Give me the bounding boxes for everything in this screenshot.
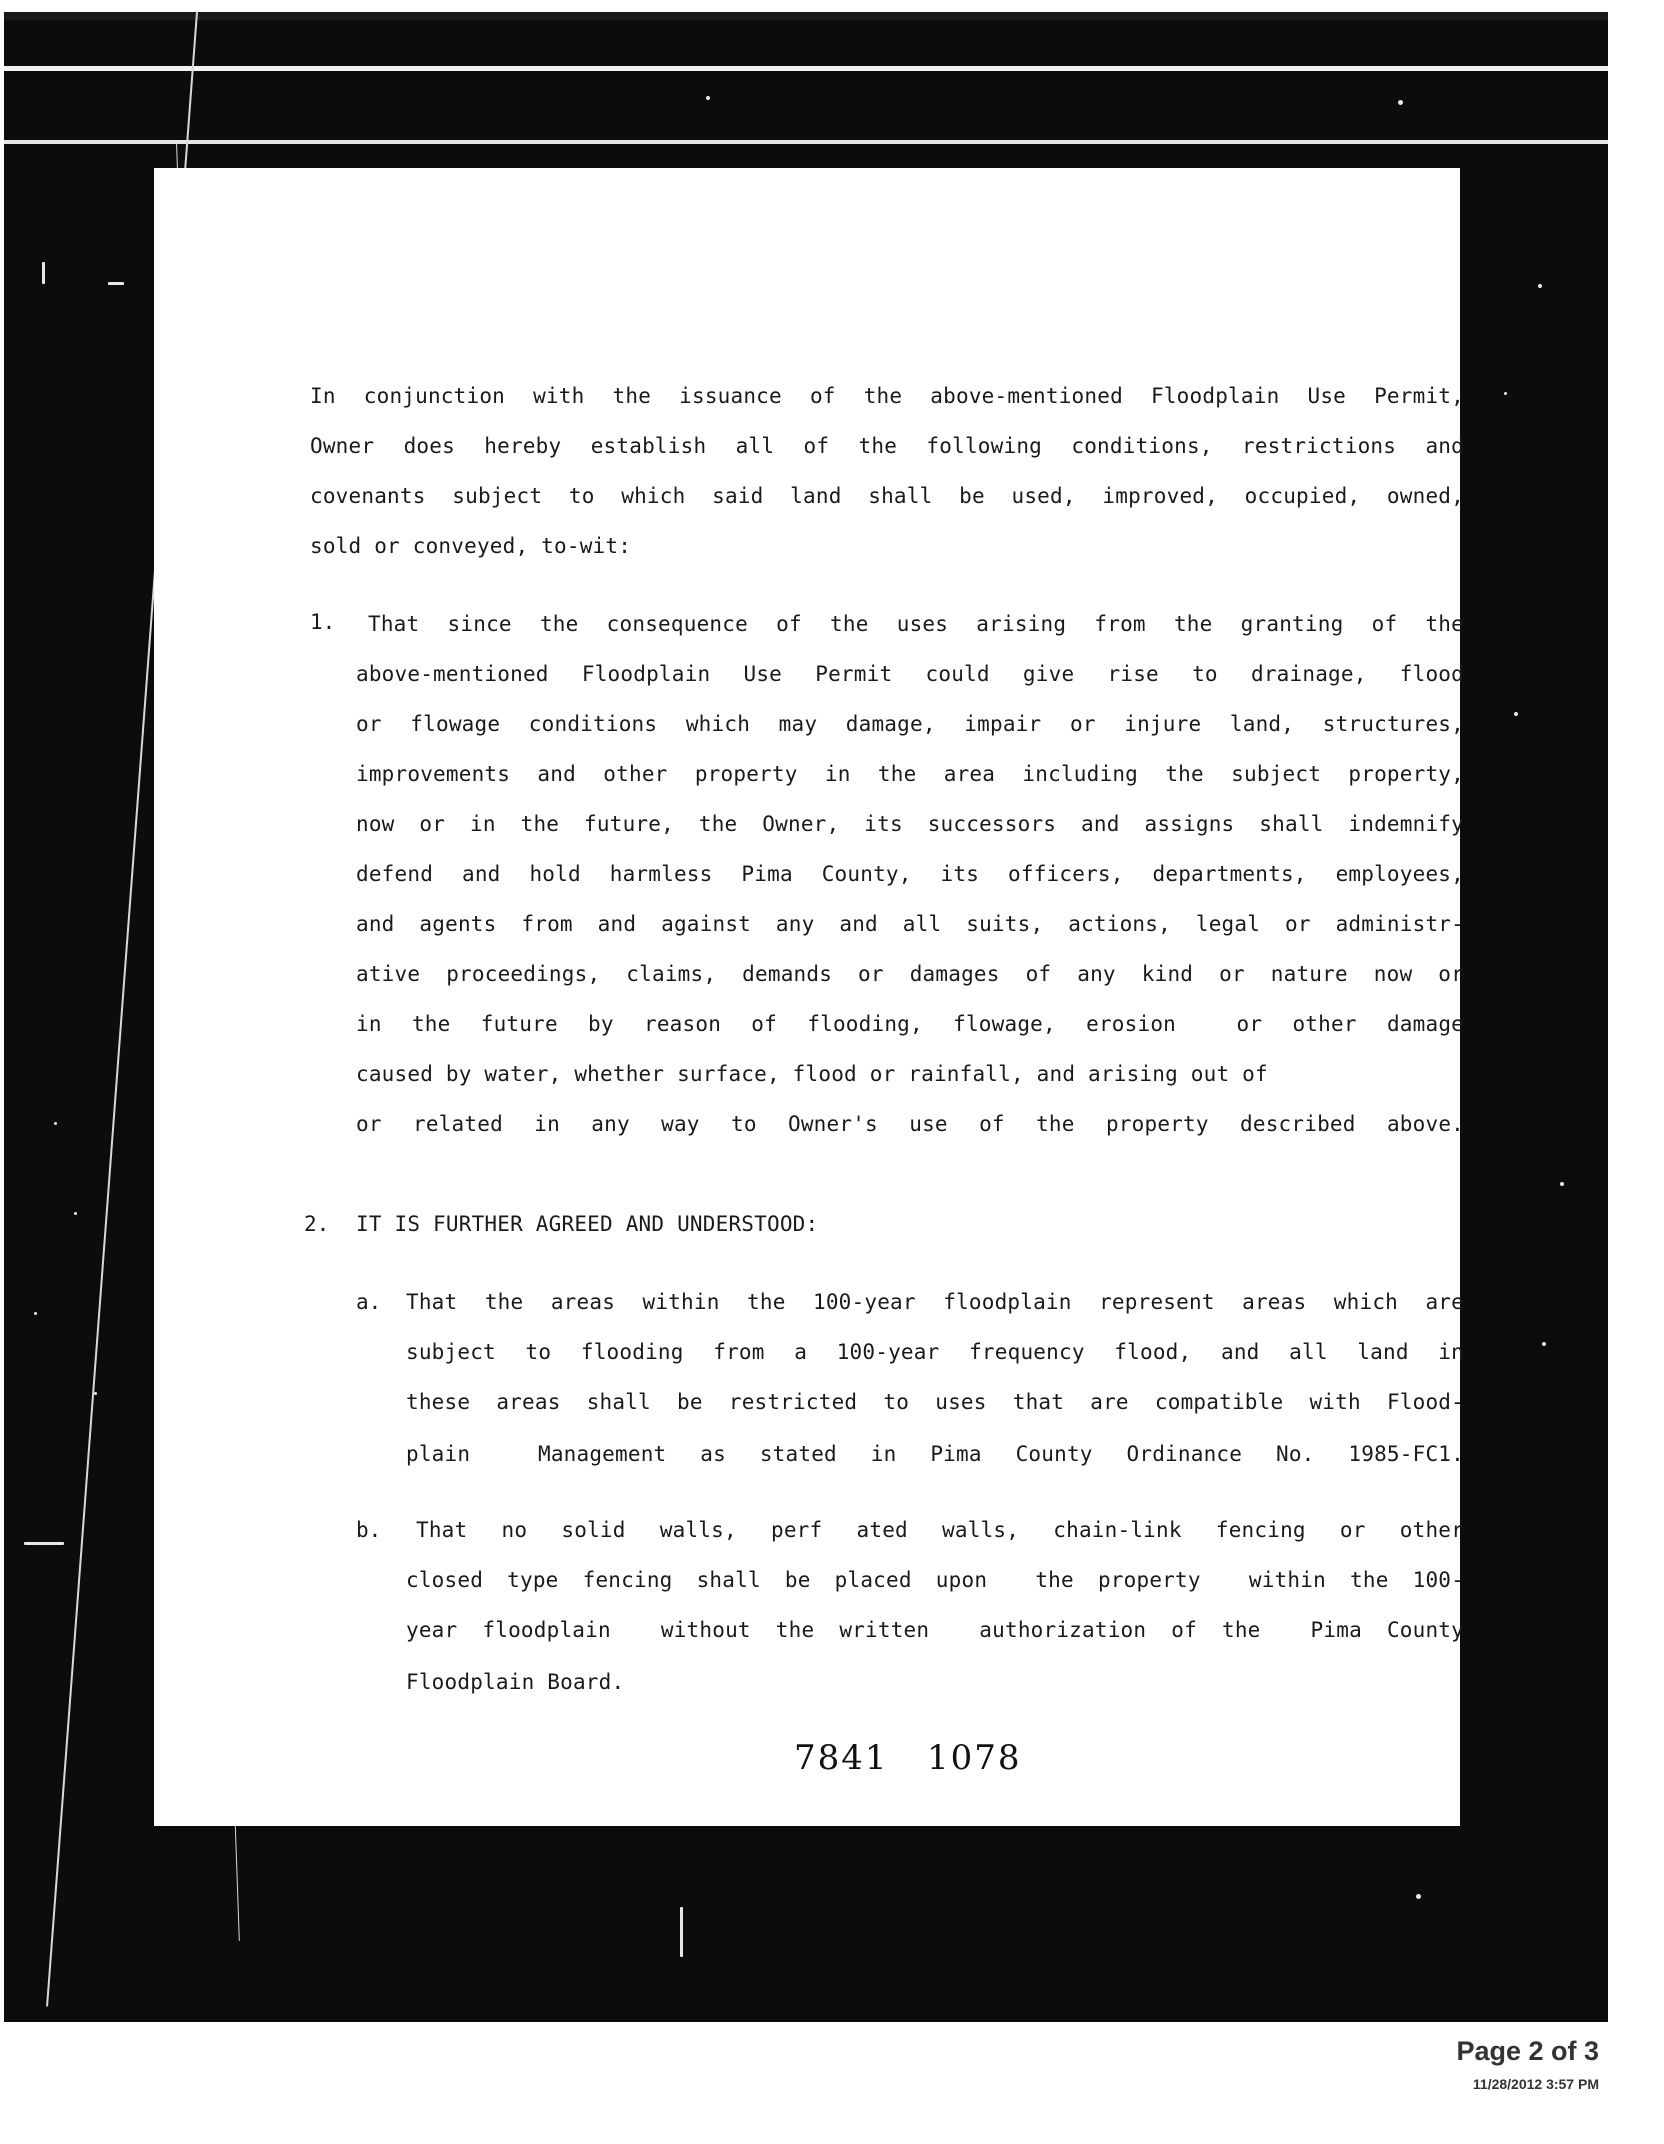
scan-speck	[94, 1392, 97, 1395]
scan-speck	[24, 1542, 64, 1545]
page-indicator: Page 2 of 3	[1456, 2036, 1599, 2066]
scan-light-band	[4, 66, 1608, 71]
item-2a-line: these areas shall be restricted to uses that are compatible with Flood-	[406, 1390, 1464, 1414]
item-2b-line: Floodplain Board.	[406, 1670, 625, 1694]
scan-speck	[1560, 1182, 1564, 1186]
scan-speck	[108, 282, 124, 285]
item-2a-marker: a.	[356, 1290, 382, 1314]
item-1-line: That since the consequence of the uses arising from the granting of the	[368, 612, 1464, 636]
item-1-line: now or in the future, the Owner, its successors and assigns shall indemnify	[356, 812, 1464, 836]
document-page	[154, 168, 1464, 1826]
intro-line: In conjunction with the issuance of the above-mentioned Floodplain Use Permit,	[310, 384, 1464, 408]
item-1-line: or flowage conditions which may damage, impair or injure land, structures,	[356, 712, 1464, 736]
item-1-line: above-mentioned Floodplain Use Permit could give rise to drainage, flood	[356, 662, 1464, 686]
scan-speck	[34, 1312, 37, 1315]
scan-speck	[54, 1122, 57, 1125]
item-2b-line: year floodplain without the written authorization of the Pima County	[406, 1618, 1464, 1642]
scan-speck	[1538, 284, 1542, 288]
intro-line: Owner does hereby establish all of the following conditions, restrictions and	[310, 434, 1464, 458]
item-1-line: defend and hold harmless Pima County, its officers, departments, employees,	[356, 862, 1464, 886]
scan-speck	[1542, 1342, 1546, 1346]
item-2b-line: closed type fencing shall be placed upon the property within the 100-	[406, 1568, 1464, 1592]
print-timestamp: 11/28/2012 3:57 PM	[1472, 2076, 1599, 2092]
item-1-line: caused by water, whether surface, flood or rainfall, and arising out of	[356, 1062, 1268, 1086]
item-2a-line: subject to flooding from a 100-year frequency flood, and all land in	[406, 1340, 1464, 1364]
scan-speck	[1514, 712, 1518, 716]
scan-speck	[42, 262, 45, 284]
item-1-line: improvements and other property in the area including the subject property,	[356, 762, 1464, 786]
scan-light-band-lower	[4, 140, 1608, 144]
intro-line: covenants subject to which said land shall be used, improved, occupied, owned,	[310, 484, 1464, 508]
scan-speck	[74, 1212, 77, 1215]
scan-speck	[680, 1907, 683, 1957]
scan-speck	[706, 96, 710, 100]
item-1-line: and agents from and against any and all suits, actions, legal or administr-	[356, 912, 1464, 936]
item-2-heading: IT IS FURTHER AGREED AND UNDERSTOOD:	[356, 1212, 819, 1236]
scan-speck	[1398, 100, 1403, 105]
scan-speck	[1416, 1894, 1421, 1899]
recording-number: 7841 1078	[794, 1738, 1022, 1778]
item-2a-line: plain Management as stated in Pima County Ordinance No. 1985-FC1.	[406, 1442, 1464, 1466]
item-2-marker: 2.	[304, 1212, 330, 1236]
item-2b-line: That no solid walls, perf ated walls, chain-link fencing or other	[416, 1518, 1464, 1542]
item-1-line: in the future by reason of flooding, flowage, erosion or other damage	[356, 1012, 1464, 1036]
scan-top-edge	[4, 12, 1608, 20]
item-2a-line: That the areas within the 100-year floodplain represent areas which are	[406, 1290, 1464, 1314]
item-2b-marker: b.	[356, 1518, 382, 1542]
item-1-marker: 1.	[310, 610, 336, 634]
item-1-line: or related in any way to Owner's use of the property described above.	[356, 1112, 1464, 1136]
scan-speck	[1504, 392, 1507, 395]
intro-line: sold or conveyed, to-wit:	[310, 534, 632, 558]
item-1-line: ative proceedings, claims, demands or damages of any kind or nature now or	[356, 962, 1464, 986]
